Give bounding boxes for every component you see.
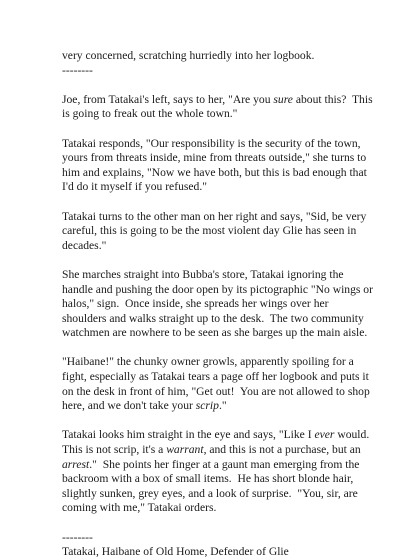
- text-line: [62, 180, 378, 195]
- paragraph-sid: [62, 210, 378, 254]
- text-run: shoulders and walks straight up to the desk. The two community: [62, 311, 364, 325]
- text-run: very concerned, scratching hurriedly into her logbook.: [62, 49, 315, 62]
- text-line: [62, 224, 378, 239]
- text-run: about this? This: [292, 92, 373, 106]
- text-run: decades.": [62, 238, 107, 252]
- text-line: [62, 210, 378, 225]
- text-run: slightly sunken, grey eyes, and a look of surprise. "You, sir, are: [62, 486, 358, 500]
- text-run: is going to freak out the whole town.": [62, 107, 238, 121]
- paragraph-gap: [62, 253, 378, 268]
- text-run: Joe, from Tatakai's left, says to her, "Are you: [62, 92, 274, 106]
- text-run: Tatakai looks him straight in the eye and says, "Like I: [62, 428, 315, 442]
- text-line: [62, 399, 378, 414]
- text-run: I'd do it myself if you refused.": [62, 180, 207, 194]
- text-run: Tatakai, Haibane of Old Home, Defender of Glie: [62, 545, 289, 559]
- document-body: [62, 49, 378, 560]
- text-run: on the desk in front of him, "Get out! You are not allowed to shop: [62, 384, 370, 398]
- text-run: --------: [62, 63, 93, 77]
- text-line: [62, 268, 378, 283]
- emphasized-text: ever: [314, 428, 335, 442]
- emphasized-text: arrest: [62, 457, 90, 471]
- text-line: [62, 166, 378, 181]
- paragraph-intro: [62, 49, 378, 78]
- text-run: watchmen are nowhere to be seen as she barges up the main aisle.: [62, 326, 368, 340]
- paragraph-responsibility: [62, 137, 378, 195]
- text-line: [62, 64, 378, 79]
- paragraph-gap: [62, 122, 378, 137]
- text-run: She marches straight into Bubba's store, Tatakai ignoring the: [62, 267, 344, 281]
- text-line: [62, 93, 378, 108]
- paragraph-joe: [62, 93, 378, 122]
- emphasized-text: scrip: [195, 399, 219, 413]
- text-run: careful, this is going to be the most violent day Glie has seen in: [62, 224, 357, 238]
- text-run: fight, especially as Tatakai tears a page off her logbook and puts it: [62, 370, 369, 384]
- text-run: backroom with a box of small items. He has short blonde hair,: [62, 472, 354, 486]
- text-run: coming with me," Tatakai orders.: [62, 501, 217, 515]
- text-line: [62, 545, 378, 560]
- text-line: [62, 443, 378, 458]
- paragraph-gap: [62, 414, 378, 429]
- paragraph-signature: [62, 531, 378, 560]
- text-run: , and this is not a purchase, but an: [203, 443, 361, 457]
- text-run: Tatakai responds, "Our responsibility is the security of the town,: [62, 136, 361, 150]
- text-line: [62, 370, 378, 385]
- paragraph-bubba: [62, 268, 378, 341]
- text-line: [62, 49, 378, 64]
- text-run: ." She points her finger at a gaunt man emerging from the: [89, 457, 360, 471]
- text-line: [62, 137, 378, 152]
- text-run: handle and pushing the door open by its pictographic "No wings or: [62, 282, 373, 296]
- text-line: [62, 283, 378, 298]
- text-run: here, and we don't take your: [62, 399, 196, 413]
- text-line: [62, 428, 378, 443]
- emphasized-text: sure: [273, 92, 293, 106]
- text-line: [62, 239, 378, 254]
- paragraph-gap: [62, 78, 378, 93]
- text-line: [62, 107, 378, 122]
- text-run: .": [218, 399, 227, 413]
- paragraph-owner: [62, 355, 378, 413]
- emphasized-text: warrant: [166, 443, 204, 457]
- text-run: This is not scrip, it's a: [62, 443, 167, 457]
- text-line: [62, 458, 378, 473]
- text-line: [62, 355, 378, 370]
- text-line: [62, 472, 378, 487]
- text-run: --------: [62, 530, 93, 544]
- text-line: [62, 531, 378, 546]
- text-line: [62, 151, 378, 166]
- text-run: yours from threats inside, mine from threats outside," she turns to: [62, 151, 367, 165]
- paragraph-gap: [62, 195, 378, 210]
- text-line: [62, 487, 378, 502]
- paragraph-gap: [62, 516, 378, 531]
- text-run: would.: [334, 428, 370, 442]
- text-run: him and explains, "Now we have both, but this is bad enough that: [62, 165, 367, 179]
- text-run: Tatakai turns to the other man on her right and says, "Sid, be very: [62, 209, 367, 223]
- text-line: [62, 385, 378, 400]
- text-line: [62, 312, 378, 327]
- text-run: halos," sign. Once inside, she spreads her wings over her: [62, 297, 329, 311]
- paragraph-warrant: [62, 428, 378, 516]
- text-line: [62, 297, 378, 312]
- paragraph-gap: [62, 341, 378, 356]
- text-run: "Haibane!" the chunky owner growls, apparently spoiling for a: [62, 355, 354, 369]
- text-line: [62, 326, 378, 341]
- text-line: [62, 501, 378, 516]
